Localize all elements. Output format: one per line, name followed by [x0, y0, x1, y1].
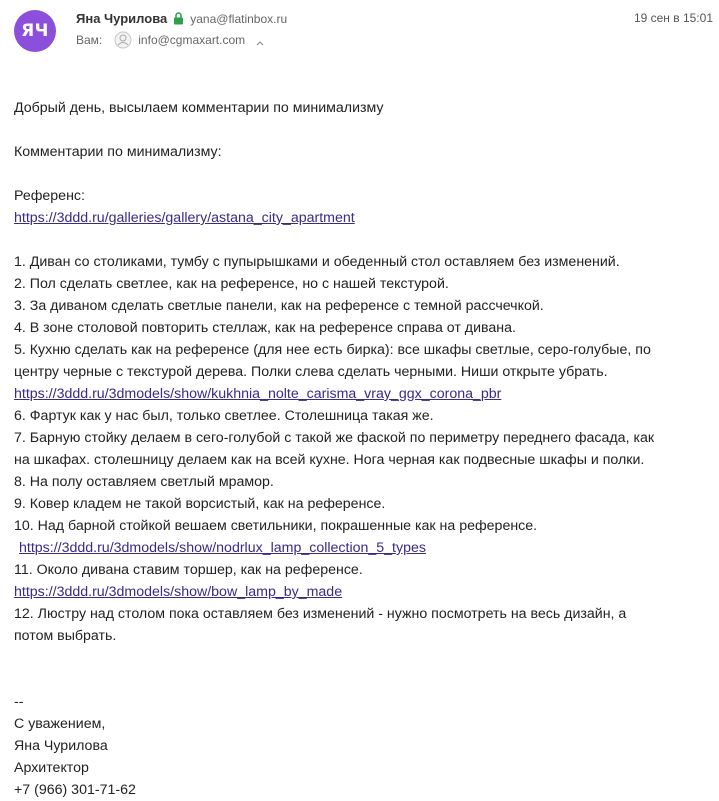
reference-label: Референс:: [14, 188, 85, 204]
sender-avatar[interactable]: ЯЧ: [14, 10, 56, 52]
list-item: 4. В зоне столовой повторить стеллаж, как на референсе справа от дивана.: [14, 320, 516, 336]
list-item: 3. За диваном сделать светлые панели, как на референсе с темной рассчечкой.: [14, 298, 544, 314]
verified-lock-icon: [173, 12, 184, 25]
signature-name: Яна Чурилова: [14, 738, 108, 754]
section-title: Комментарии по минимализму:: [14, 144, 222, 160]
kitchen-link[interactable]: https://3ddd.ru/3dmodels/show/kukhnia_nolte_carisma_vray_ggx_corona_pbr: [14, 386, 502, 402]
email-header: [0, 0, 719, 70]
signature-phone[interactable]: +7 (966) 301-71-62: [14, 782, 136, 798]
greeting: Добрый день, высылаем комментарии по минимализму: [14, 100, 384, 116]
recipient-email[interactable]: info@cgmaxart.com: [138, 33, 246, 47]
floor-lamp-link[interactable]: https://3ddd.ru/3dmodels/show/bow_lamp_by_made: [14, 584, 343, 600]
sender-name[interactable]: Яна Чурилова: [76, 11, 168, 26]
sender-line: [76, 11, 287, 26]
to-label: Вам:: [76, 33, 103, 47]
list-item: 11. Около дивана ставим торшер, как на референсе.: [14, 562, 363, 578]
recipient-line: [76, 31, 265, 49]
list-item: 10. Над барной стойкой вешаем светильники, покрашенные как на референсе.: [14, 518, 538, 534]
list-item: 7. Барную стойку делаем в сего-голубой с такой же фаской по периметру переднего фасада, как: [14, 430, 655, 446]
list-item: 9. Ковер кладем не такой ворсистый, как на референсе.: [14, 496, 386, 512]
email-body: [14, 97, 709, 801]
list-item: на шкафах. столешницу делаем как на всей кухне. Нога черная как подвесные шкафы и полки.: [14, 452, 645, 468]
reference-link[interactable]: https://3ddd.ru/galleries/gallery/astana_city_apartment: [14, 210, 355, 226]
signature-regards: С уважением,: [14, 716, 106, 732]
lamp-collection-link[interactable]: https://3ddd.ru/3dmodels/show/nodrlux_lamp_collection_5_types: [19, 540, 426, 556]
list-item: 12. Люстру над столом пока оставляем без изменений - нужно посмотреть на весь дизайн, а: [14, 606, 627, 622]
list-item: 2. Пол сделать светлее, как на референсе, но с нашей текстурой.: [14, 276, 449, 292]
sender-email[interactable]: yana@flatinbox.ru: [190, 11, 288, 26]
list-item: центру черные с текстурой дерева. Полки слева сделать черными. Ниши открыте убрать.: [14, 364, 608, 380]
recipient-avatar-icon: [114, 31, 132, 49]
list-item: 8. На полу оставляем светлый мрамор.: [14, 474, 274, 490]
list-item: 1. Диван со столиками, тумбу с пупырышками и обеденный стол оставляем без изменений.: [14, 254, 620, 270]
list-item: потом выбрать.: [14, 628, 117, 644]
list-item: 5. Кухню сделать как на референсе (для нее есть бирка): все шкафы светлые, серо-голубые, по: [14, 342, 651, 358]
chevron-up-icon[interactable]: [255, 35, 265, 45]
signature-title: Архитектор: [14, 760, 89, 776]
email-date: 19 сен в 15:01: [633, 11, 713, 25]
list-item: 6. Фартук как у нас был, только светлее. Столешница такая же.: [14, 408, 434, 424]
signature-dashes: --: [14, 694, 24, 710]
